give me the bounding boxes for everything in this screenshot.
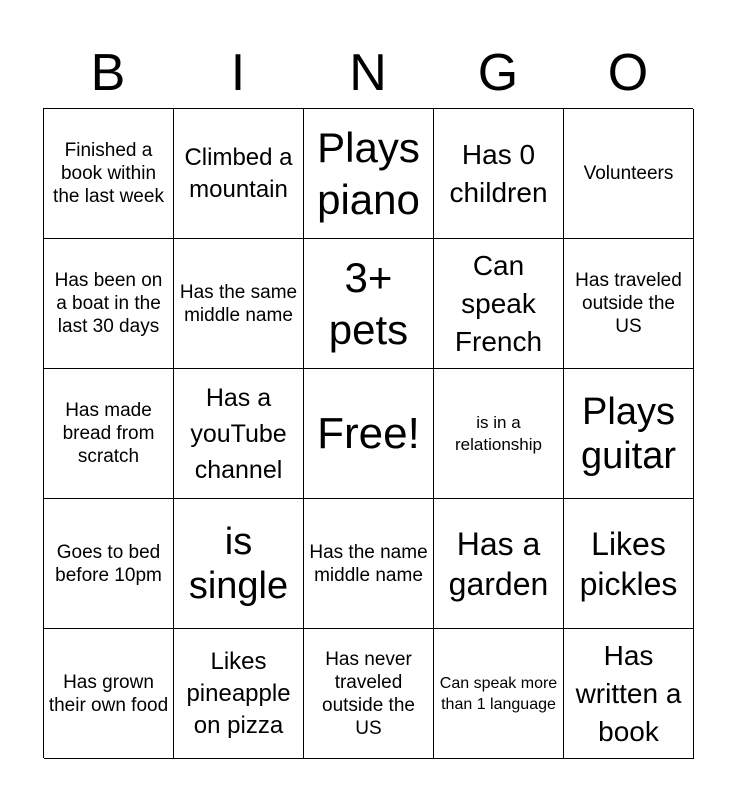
cell-text: Has the name middle name — [309, 541, 428, 586]
bingo-cell[interactable] — [174, 109, 304, 239]
header-letter-n: N — [349, 44, 387, 102]
bingo-cell[interactable] — [44, 499, 174, 629]
bingo-cell[interactable] — [44, 369, 174, 499]
cell-text: Plays piano — [317, 123, 420, 223]
cell-text: Volunteers — [583, 163, 674, 184]
bingo-cell[interactable] — [564, 499, 694, 629]
cell-text: 3+ pets — [328, 253, 409, 353]
bingo-cell[interactable] — [174, 369, 304, 499]
bingo-cell[interactable] — [174, 239, 304, 369]
bingo-cell[interactable] — [174, 499, 304, 629]
header-letter-i: I — [230, 44, 246, 102]
bingo-cell[interactable] — [434, 499, 564, 629]
cell-text: Has never traveled outside the US — [322, 648, 415, 739]
bingo-header — [43, 38, 693, 108]
header-letter-g: G — [477, 44, 519, 102]
bingo-cell[interactable] — [44, 629, 174, 759]
cell-text: Climbed a mountain — [184, 143, 293, 203]
bingo-cell[interactable] — [564, 629, 694, 759]
cell-text: Can speak more than 1 language — [439, 674, 558, 713]
cell-text: Has made bread from scratch — [62, 400, 155, 467]
cell-text: Likes pineapple on pizza — [186, 647, 291, 739]
cell-text: Has the same middle name — [179, 281, 298, 326]
cell-text: Has been on a boat in the last 30 days — [54, 270, 163, 337]
bingo-cell[interactable] — [564, 109, 694, 239]
bingo-cell[interactable] — [434, 369, 564, 499]
cell-text: Has traveled outside the US — [575, 270, 682, 337]
cell-text: Has a garden — [448, 525, 549, 602]
cell-text: Finished a book within the last week — [53, 140, 164, 207]
bingo-cell[interactable] — [564, 369, 694, 499]
header-letter-o: O — [607, 44, 649, 102]
bingo-cell[interactable] — [304, 109, 434, 239]
bingo-cell[interactable] — [174, 629, 304, 759]
bingo-cell[interactable] — [304, 629, 434, 759]
cell-text: Likes pickles — [579, 525, 678, 602]
bingo-cell[interactable] — [434, 629, 564, 759]
bingo-cell[interactable] — [304, 499, 434, 629]
cell-text: is single — [188, 520, 289, 607]
free-space-cell[interactable] — [304, 369, 434, 499]
bingo-cell[interactable] — [434, 239, 564, 369]
cell-text: Can speak French — [454, 249, 543, 357]
cell-text: Goes to bed before 10pm — [55, 541, 162, 586]
cell-text: Has grown their own food — [48, 671, 169, 716]
cell-text: Has written a book — [575, 639, 682, 747]
cell-text: Has 0 children — [449, 138, 548, 208]
bingo-cell[interactable] — [564, 239, 694, 369]
free-space-text: Free! — [317, 408, 420, 458]
cell-text: Plays guitar — [580, 390, 677, 477]
cell-text: Has a youTube channel — [190, 383, 287, 484]
header-letter-b: B — [90, 44, 126, 102]
cell-text: is in a relationship — [455, 412, 542, 454]
bingo-cell[interactable] — [44, 109, 174, 239]
bingo-cell[interactable] — [44, 239, 174, 369]
bingo-cell[interactable] — [434, 109, 564, 239]
bingo-cell[interactable] — [304, 239, 434, 369]
bingo-grid — [43, 108, 693, 758]
